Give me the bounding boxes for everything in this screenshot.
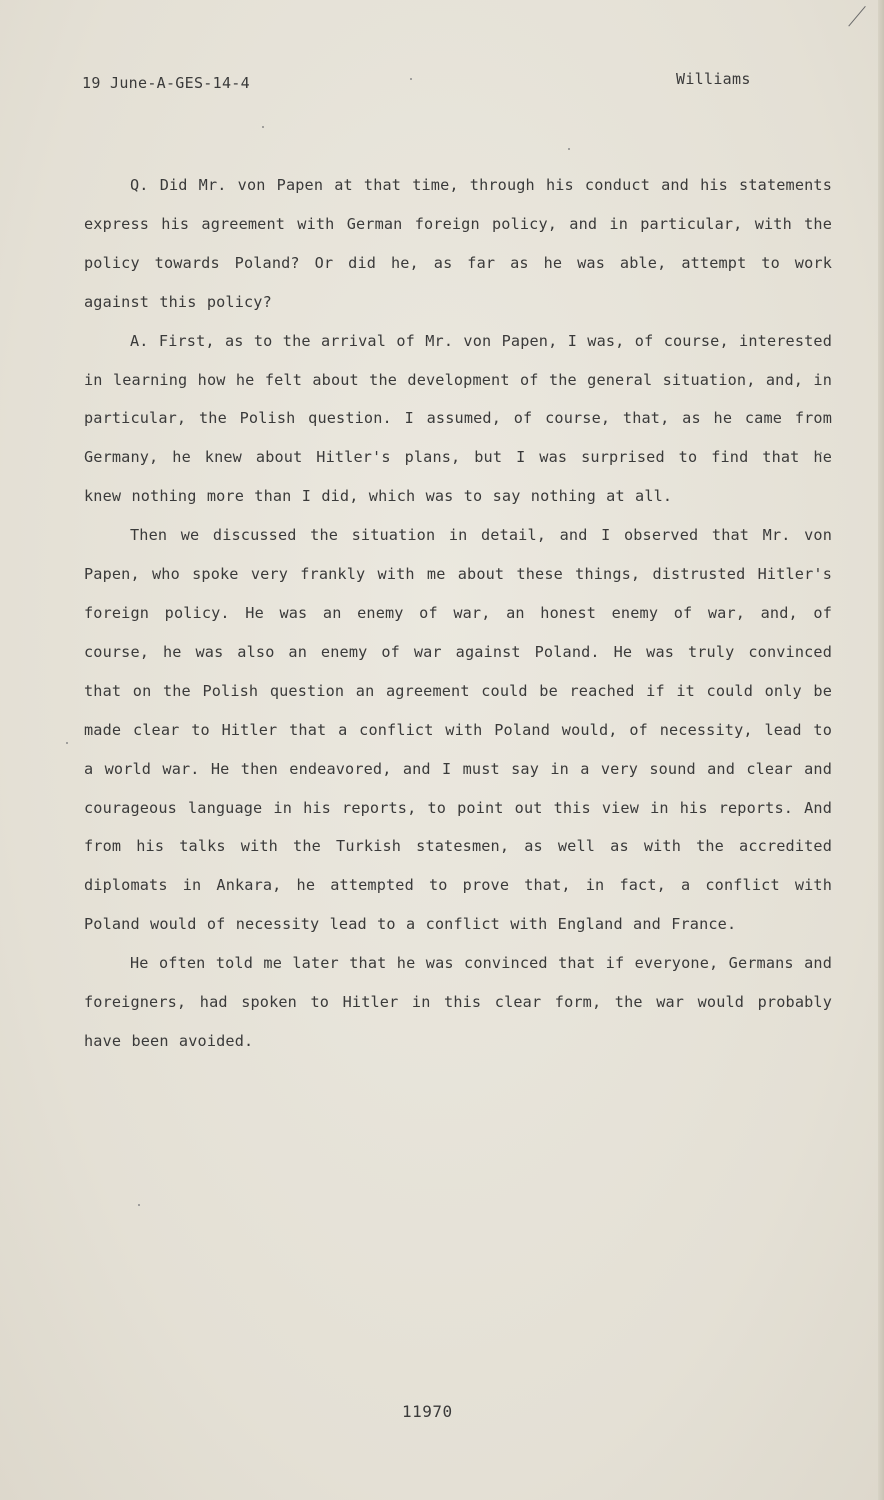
reporter-name: Williams bbox=[676, 70, 751, 88]
answer-paragraph: He often told me later that he was convinced that if everyone, Germans and foreigners, had spoken to Hitler in this clear form, the war would probably have been avoided. bbox=[84, 954, 832, 1050]
paper-speck bbox=[568, 148, 570, 150]
pencil-mark bbox=[848, 6, 865, 27]
paper-speck bbox=[138, 1204, 140, 1206]
page-number: 11970 bbox=[402, 1402, 453, 1421]
paper-speck bbox=[410, 78, 412, 80]
paper-speck bbox=[66, 742, 68, 744]
question-paragraph: Q. Did Mr. von Papen at that time, through his conduct and his statements express his agreement with German foreign policy, and in particular, with the policy towards Poland? Or did he, as far as he was able, attempt to work against this policy? bbox=[84, 176, 832, 311]
answer-paragraph: A. First, as to the arrival of Mr. von Papen, I was, of course, interested in learning how he felt about the development of the general situation, and, in particular, the Polish question. I assumed, of course, that, as he came from Germany, he knew about Hitler's plans, but I was surprised to find that he knew nothing more than I did, which was to say nothing at all. bbox=[84, 331, 832, 506]
document-reference: 19 June-A-GES-14-4 bbox=[82, 74, 250, 92]
transcript-body bbox=[84, 166, 832, 1061]
paper-edge bbox=[878, 0, 884, 1500]
paper-speck bbox=[262, 126, 264, 128]
answer-paragraph: Then we discussed the situation in detail, and I observed that Mr. von Papen, who spoke very frankly with me about these things, distrusted Hitler's foreign policy. He was an enemy of war, an honest enemy of war, and, of course, he was also an enemy of war against Poland. He was truly convinced that on the Polish question an agreement could be reached if it could only be made clear to Hitler that a conflict with Poland would, of necessity, lead to a world war. He then endeavored, and I must say in a very sound and clear and courageous language in his reports, to point out this view in his reports. And from his talks with the Turkish statesmen, as well as with the accredited diplomats in Ankara, he attempted to prove that, in fact, a conflict with Poland would of necessity lead to a conflict with England and France. bbox=[84, 526, 832, 934]
